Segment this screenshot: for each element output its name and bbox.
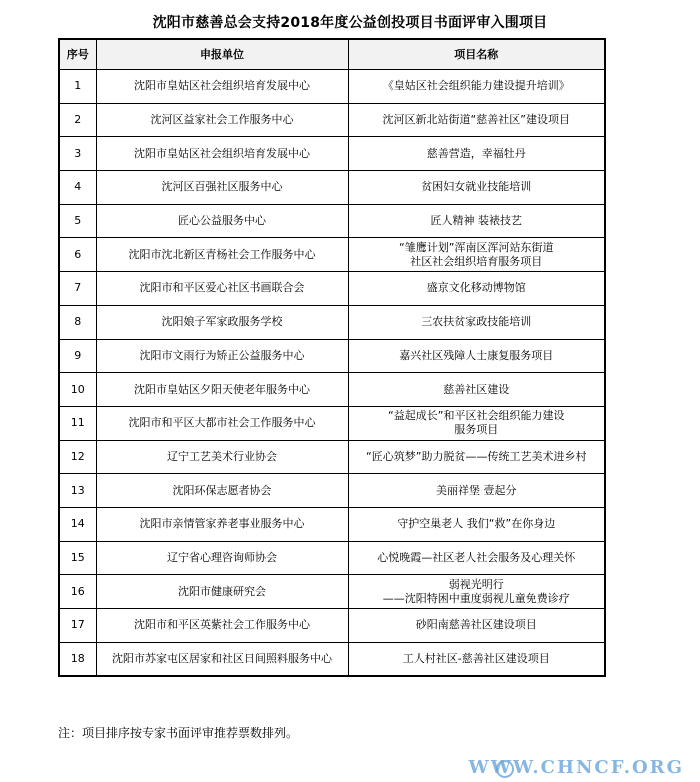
table-row — [59, 339, 605, 373]
applicant-unit-cell: 沈阳市沈北新区青杨社会工作服务中心 — [96, 238, 348, 272]
row-number-cell: 8 — [59, 305, 96, 339]
finalist-table — [58, 38, 606, 677]
project-name-cell: 匠人精神 装裱技艺 — [348, 204, 605, 238]
applicant-unit-cell: 沈河区益家社会工作服务中心 — [96, 103, 348, 137]
project-name-cell: 嘉兴社区残障人士康复服务项目 — [348, 339, 605, 373]
applicant-unit-cell: 匠心公益服务中心 — [96, 204, 348, 238]
applicant-unit-cell: 沈阳市和平区英紫社会工作服务中心 — [96, 609, 348, 643]
table-row — [59, 474, 605, 508]
table-row — [59, 103, 605, 137]
project-name-cell: 弱视光明行 ——沈阳特困中重度弱视儿童免费诊疗 — [348, 575, 605, 609]
table-row — [59, 406, 605, 440]
header-project: 项目名称 — [348, 39, 605, 70]
footnote: 注：项目排序按专家书面评审推荐票数排列。 — [58, 726, 299, 740]
project-name-cell: “雏鹰计划”浑南区浑河站东街道 社区社会组织培育服务项目 — [348, 238, 605, 272]
row-number-cell: 3 — [59, 137, 96, 171]
project-name-cell: 慈善社区建设 — [348, 373, 605, 407]
project-name-cell: 心悦晚霞—社区老人社会服务及心理关怀 — [348, 541, 605, 575]
row-number-cell: 12 — [59, 440, 96, 474]
document-title: 沈阳市慈善总会支持2018年度公益创投项目书面评审入围项目 — [152, 15, 548, 31]
project-name-cell: 三农扶贫家政技能培训 — [348, 305, 605, 339]
table-row — [59, 305, 605, 339]
row-number-cell: 7 — [59, 272, 96, 306]
table-row — [59, 238, 605, 272]
table-row — [59, 204, 605, 238]
applicant-unit-cell: 沈阳环保志愿者协会 — [96, 474, 348, 508]
applicant-unit-cell: 沈阳市皇姑区社会组织培育发展中心 — [96, 137, 348, 171]
row-number-cell: 16 — [59, 575, 96, 609]
applicant-unit-cell: 辽宁省心理咨询师协会 — [96, 541, 348, 575]
table-row — [59, 440, 605, 474]
table-row — [59, 507, 605, 541]
table-header-row — [59, 39, 605, 70]
table-row — [59, 575, 605, 609]
table-row — [59, 609, 605, 643]
header-applicant: 申报单位 — [96, 39, 348, 70]
applicant-unit-cell: 沈阳市和平区爱心社区书画联合会 — [96, 272, 348, 306]
applicant-unit-cell: 沈阳娘子军家政服务学校 — [96, 305, 348, 339]
row-number-cell: 9 — [59, 339, 96, 373]
row-number-cell: 18 — [59, 642, 96, 676]
table-row — [59, 70, 605, 104]
watermark: WWW.CHNCF.ORG — [468, 757, 684, 778]
row-number-cell: 14 — [59, 507, 96, 541]
row-number-cell: 1 — [59, 70, 96, 104]
row-number-cell: 10 — [59, 373, 96, 407]
applicant-unit-cell: 沈阳市苏家屯区居家和社区日间照料服务中心 — [96, 642, 348, 676]
applicant-unit-cell: 沈阳市和平区大都市社会工作服务中心 — [96, 406, 348, 440]
project-name-cell: 守护空巢老人 我们“救”在你身边 — [348, 507, 605, 541]
applicant-unit-cell: 沈阳市健康研究会 — [96, 575, 348, 609]
applicant-unit-cell: 沈阳市文雨行为矫正公益服务中心 — [96, 339, 348, 373]
project-name-cell: “益起成长”和平区社会组织能力建设 服务项目 — [348, 406, 605, 440]
project-name-cell: “匠心筑梦”助力脱贫——传统工艺美术进乡村 — [348, 440, 605, 474]
row-number-cell: 15 — [59, 541, 96, 575]
table-row — [59, 272, 605, 306]
applicant-unit-cell: 辽宁工艺美术行业协会 — [96, 440, 348, 474]
table-row — [59, 373, 605, 407]
project-name-cell: 盛京文化移动博物馆 — [348, 272, 605, 306]
table-row — [59, 541, 605, 575]
applicant-unit-cell: 沈河区百强社区服务中心 — [96, 171, 348, 205]
project-name-cell: 慈善营造，幸福牡丹 — [348, 137, 605, 171]
row-number-cell: 13 — [59, 474, 96, 508]
project-name-cell: 美丽祥堡 壹起分 — [348, 474, 605, 508]
table-row — [59, 137, 605, 171]
row-number-cell: 17 — [59, 609, 96, 643]
row-number-cell: 11 — [59, 406, 96, 440]
row-number-cell: 5 — [59, 204, 96, 238]
row-number-cell: 2 — [59, 103, 96, 137]
project-name-cell: 沈河区新北站街道“慈善社区”建设项目 — [348, 103, 605, 137]
project-name-cell: 工人村社区-慈善社区建设项目 — [348, 642, 605, 676]
applicant-unit-cell: 沈阳市亲情管家养老事业服务中心 — [96, 507, 348, 541]
table-row — [59, 642, 605, 676]
applicant-unit-cell: 沈阳市皇姑区夕阳天使老年服务中心 — [96, 373, 348, 407]
row-number-cell: 6 — [59, 238, 96, 272]
header-number: 序号 — [59, 39, 96, 70]
project-name-cell: 《皇姑区社会组织能力建设提升培训》 — [348, 70, 605, 104]
table-row — [59, 171, 605, 205]
project-name-cell: 贫困妇女就业技能培训 — [348, 171, 605, 205]
row-number-cell: 4 — [59, 171, 96, 205]
applicant-unit-cell: 沈阳市皇姑区社会组织培育发展中心 — [96, 70, 348, 104]
project-name-cell: 砂阳南慈善社区建设项目 — [348, 609, 605, 643]
table-body — [59, 70, 605, 676]
